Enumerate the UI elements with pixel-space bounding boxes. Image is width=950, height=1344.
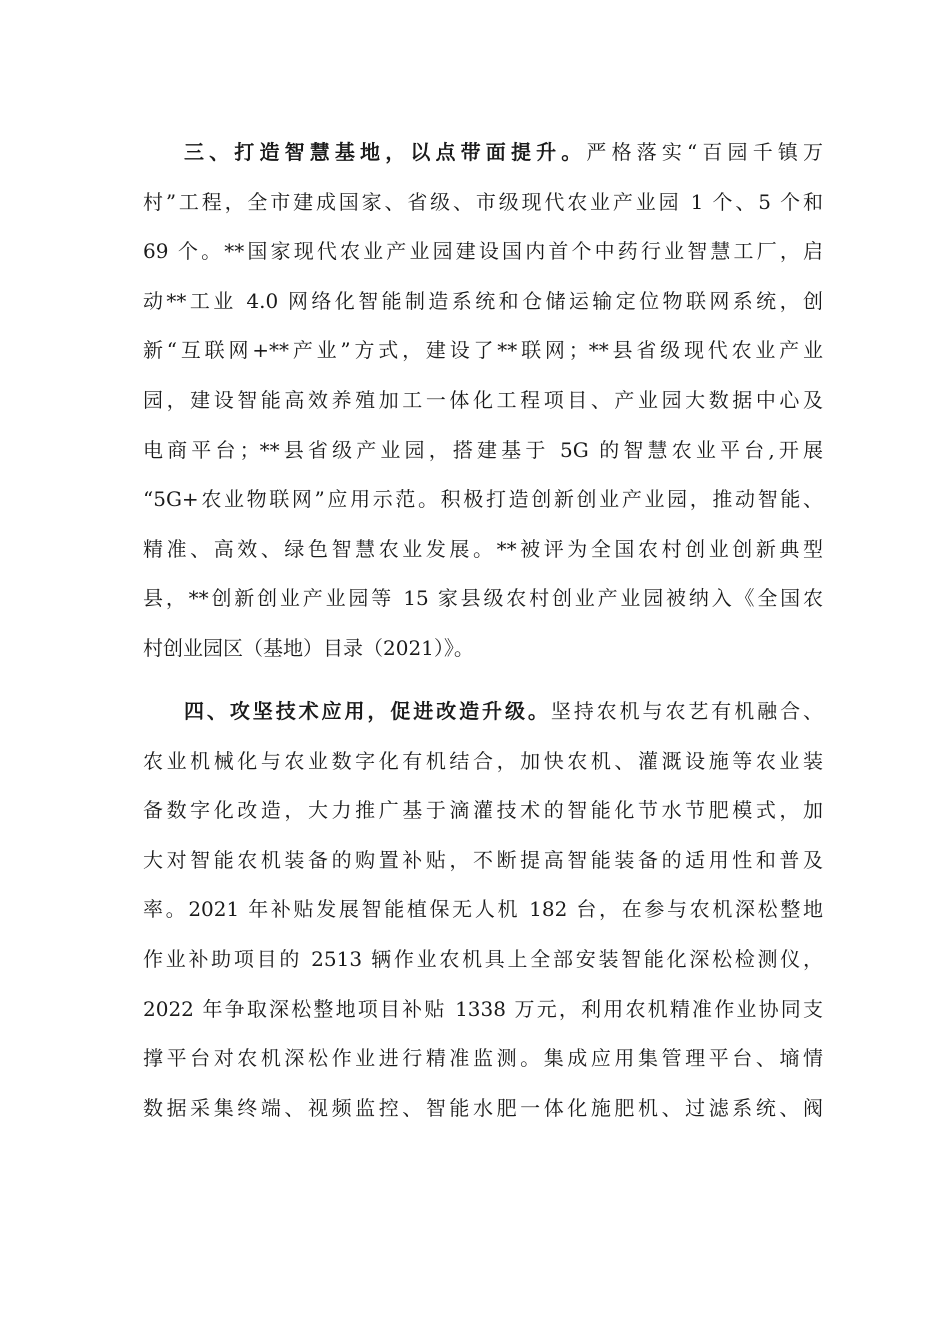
paragraph-line: 农业机械化与农业数字化有机结合，加快农机、灌溉设施等农业装 [143,748,823,773]
paragraph-tech-application [143,687,823,1133]
paragraph-line: 作业补助项目的 2513 辆作业农机具上全部安装智能化深松检测仪， [143,946,823,971]
paragraph-line: 69 个。**国家现代农业产业园建设国内首个中药行业智慧工厂，启 [143,239,823,264]
paragraph-line: 村”工程，全市建成国家、省级、市级现代农业产业园 1 个、5 个和 [143,189,823,214]
paragraph-line: 数据采集终端、视频监控、智能水肥一体化施肥机、过滤系统、阀 [143,1095,823,1120]
paragraph-line: 电商平台；**县省级产业园，搭建基于 5G 的智慧农业平台,开展 [143,437,823,462]
paragraph-line: 精准、高效、绿色智慧农业发展。**被评为全国农村创业创新典型 [143,536,823,561]
paragraph-text: 坚持农机与农艺有机融合、 [550,699,824,723]
paragraph-line: 2022 年争取深松整地项目补贴 1338 万元，利用农机精准作业协同支 [143,996,823,1021]
paragraph-text: 严格落实“百园千镇万 [586,140,824,164]
paragraph-line: 撑平台对农机深松作业进行精准监测。集成应用集管理平台、墒情 [143,1046,823,1071]
paragraph-first-line [143,128,823,178]
paragraph-line: “5G+农业物联网”应用示范。积极打造创新创业产业园，推动智能、 [143,487,823,512]
paragraph-line: 动**工业 4.0 网络化智能制造系统和仓储运输定位物联网系统，创 [143,288,823,313]
paragraph-heading: 三、打造智慧基地，以点带面提升。 [184,140,587,164]
paragraph-line: 园，建设智能高效养殖加工一体化工程项目、产业园大数据中心及 [143,387,823,412]
paragraph-line: 率。2021 年补贴发展智能植保无人机 182 台，在参与农机深松整地 [143,897,823,922]
paragraph-heading: 四、攻坚技术应用，促进改造升级。 [184,699,551,723]
paragraph-line: 新“互联网+**产业”方式，建设了**联网；**县省级现代农业产业 [143,338,823,363]
paragraph-first-line [143,687,823,737]
paragraph-line: 村创业园区（基地）目录（2021）》。 [143,635,474,660]
paragraph-line: 大对智能农机装备的购置补贴，不断提高智能装备的适用性和普及 [143,847,823,872]
paragraph-line: 备数字化改造，大力推广基于滴灌技术的智能化节水节肥模式，加 [143,798,823,823]
paragraph-smart-base [143,128,823,674]
paragraph-line: 县，**创新创业产业园等 15 家县级农村创业产业园被纳入《全国农 [143,586,823,611]
